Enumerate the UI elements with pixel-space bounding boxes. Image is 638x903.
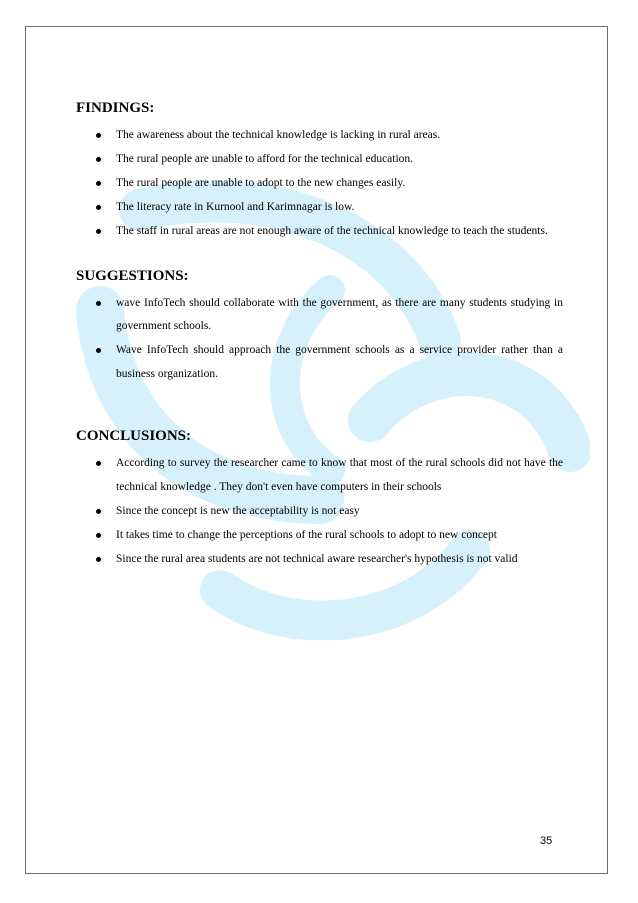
findings-list xyxy=(76,124,563,244)
suggestions-heading: SUGGESTIONS: xyxy=(76,267,189,284)
list-item: The rural people are unable to adopt to the new changes easily. xyxy=(76,172,563,196)
list-item: The staff in rural areas are not enough aware of the technical knowledge to teach the students. xyxy=(76,220,563,244)
list-item: The literacy rate in Kurnool and Karimnagar is low. xyxy=(76,196,563,220)
list-item: wave InfoTech should collaborate with the government, as there are many students studying in government schools. xyxy=(76,292,563,339)
list-item: The awareness about the technical knowledge is lacking in rural areas. xyxy=(76,124,563,148)
list-item: Since the rural area students are not technical aware researcher's hypothesis is not valid xyxy=(76,548,563,572)
conclusions-list xyxy=(76,452,563,571)
conclusions-heading: CONCLUSIONS: xyxy=(76,428,192,444)
list-item: Since the concept is new the acceptability is not easy xyxy=(76,500,563,524)
findings-section xyxy=(76,98,563,244)
list-item: Wave InfoTech should approach the government schools as a service provider rather than a business organization. xyxy=(76,339,563,386)
suggestions-list xyxy=(76,292,563,387)
document-body xyxy=(76,98,563,572)
conclusions-section xyxy=(76,426,563,571)
page-number: 35 xyxy=(540,835,553,847)
list-item: It takes time to change the perceptions of the rural schools to adopt to new concept xyxy=(76,524,563,548)
findings-heading: FINDINGS: xyxy=(76,100,155,116)
list-item: According to survey the researcher came to know that most of the rural schools did not have the technical knowledge . They don't even have computers in their schools xyxy=(76,452,563,499)
suggestions-section xyxy=(76,266,563,387)
list-item: The rural people are unable to afford for the technical education. xyxy=(76,148,563,172)
